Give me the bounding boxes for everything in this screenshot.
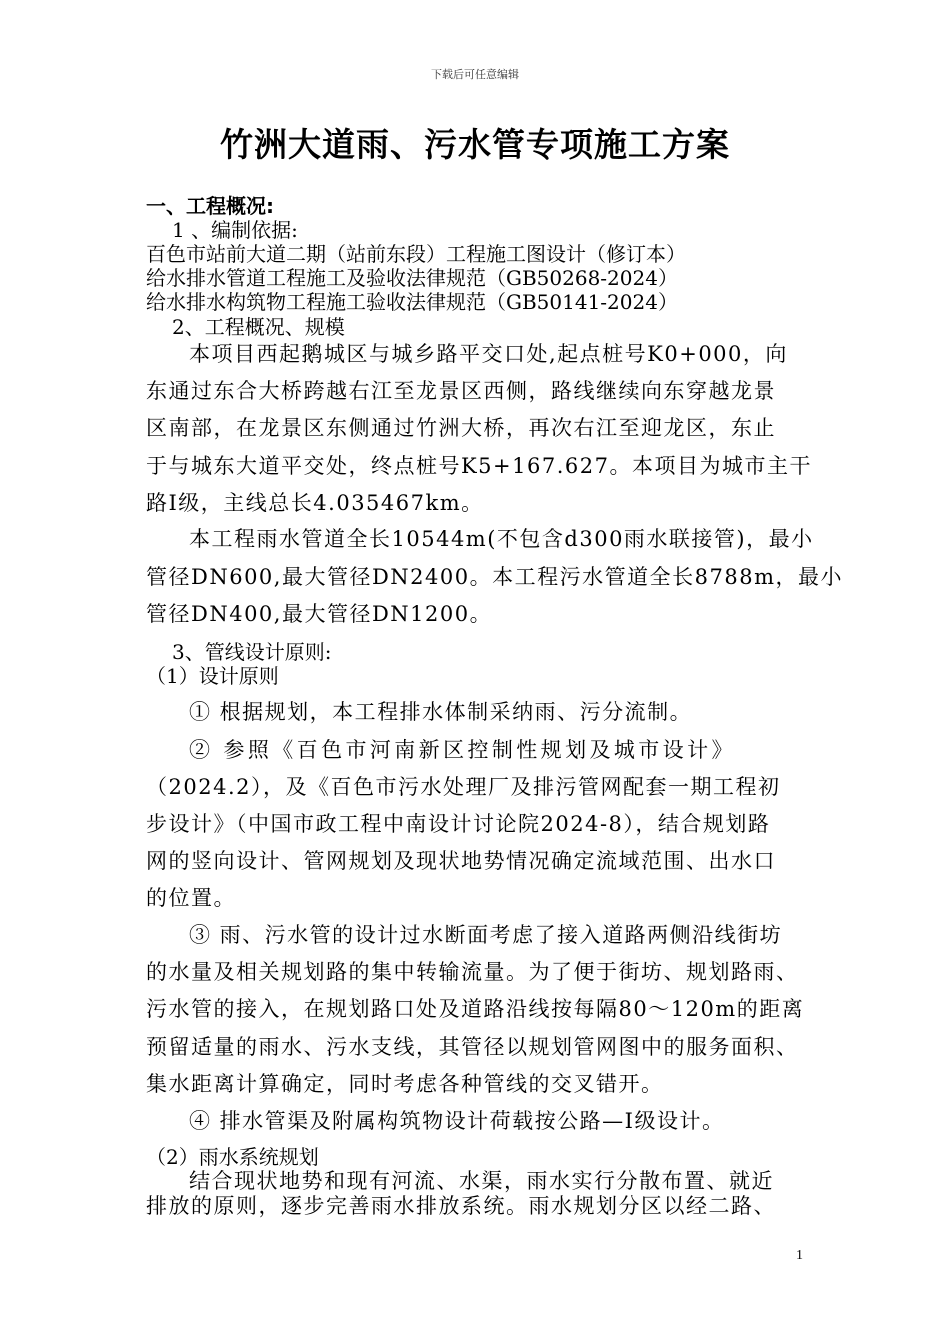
paragraph-line: 集水距离计算确定，同时考虑各种管线的交叉错开。 (146, 1072, 664, 1096)
paragraph-line: 给水排水构筑物工程施工验收法律规范（GB50141-2024） (146, 290, 678, 314)
document-title: 竹洲大道雨、污水管专项施工方案 (220, 125, 730, 164)
subsection-heading: 3、管线设计原则: (172, 640, 332, 664)
paragraph-line: （2024.2），及《百色市污水处理厂及排污管网配套一期工程初 (146, 775, 781, 799)
paragraph-line: 步设计》（中国市政工程中南设计讨论院2024-8），结合规划路 (146, 812, 771, 836)
paragraph-line: 污水管的接入，在规划路口处及道路沿线按每隔80～120m的距离 (146, 997, 805, 1021)
paragraph-line: 于与城东大道平交处，终点桩号K5+167.627。本项目为城市主干 (146, 454, 812, 478)
paragraph-line: 给水排水管道工程施工及验收法律规范（GB50268-2024） (146, 266, 678, 290)
paragraph-line: 结合现状地势和现有河流、水渠，雨水实行分散布置、就近 (189, 1169, 774, 1193)
paragraph-line: ② 参照《百色市河南新区控制性规划及城市设计》 (189, 738, 736, 762)
paragraph-line: 排放的原则，逐步完善雨水排放系统。雨水规划分区以经二路、 (146, 1194, 776, 1218)
subsection-heading: （2）雨水系统规划 (146, 1145, 319, 1169)
paragraph-line: ① 根据规划，本工程排水体制采纳雨、污分流制。 (189, 700, 693, 724)
paragraph-line: 本工程雨水管道全长10544m(不包含d300雨水联接管)，最小 (189, 527, 814, 551)
paragraph-line: 区南部，在龙景区东侧通过竹洲大桥，再次右江至迎龙区，东止 (146, 416, 776, 440)
header-note: 下载后可任意编辑 (431, 68, 519, 81)
paragraph-line: 预留适量的雨水、污水支线，其管径以规划管网图中的服务面积、 (146, 1035, 799, 1059)
paragraph-line: 百色市站前大道二期（站前东段）工程施工图设计（修订本） (146, 242, 686, 266)
paragraph-line: 管径DN400,最大管径DN1200。 (146, 602, 493, 626)
paragraph-line: 路Ⅰ级，主线总长4.035467km。 (146, 491, 484, 515)
paragraph-line: 东通过东合大桥跨越右江至龙景区西侧，路线继续向东穿越龙景 (146, 379, 776, 403)
paragraph-line: ④ 排水管渠及附属构筑物设计荷载按公路—Ⅰ级设计。 (189, 1109, 725, 1133)
subsection-heading: （1）设计原则 (146, 664, 279, 688)
paragraph-line: 的水量及相关规划路的集中转输流量。为了便于街坊、规划路雨、 (146, 960, 799, 984)
paragraph-line: ③ 雨、污水管的设计过水断面考虑了接入道路两侧沿线街坊 (189, 923, 783, 947)
page-number: 1 (796, 1248, 803, 1263)
subsection-heading: 1 、编制依据: (172, 218, 298, 242)
paragraph-line: 管径DN600,最大管径DN2400。本工程污水管道全长8788m，最小 (146, 565, 843, 589)
paragraph-line: 网的竖向设计、管网规划及现状地势情况确定流域范围、出水口 (146, 849, 776, 873)
subsection-heading: 2、工程概况、规模 (172, 315, 345, 339)
section-heading: 一、工程概况: (146, 194, 274, 218)
paragraph-line: 本项目西起鹅城区与城乡路平交口处,起点桩号K0+000，向 (189, 342, 788, 366)
paragraph-line: 的位置。 (146, 886, 236, 910)
